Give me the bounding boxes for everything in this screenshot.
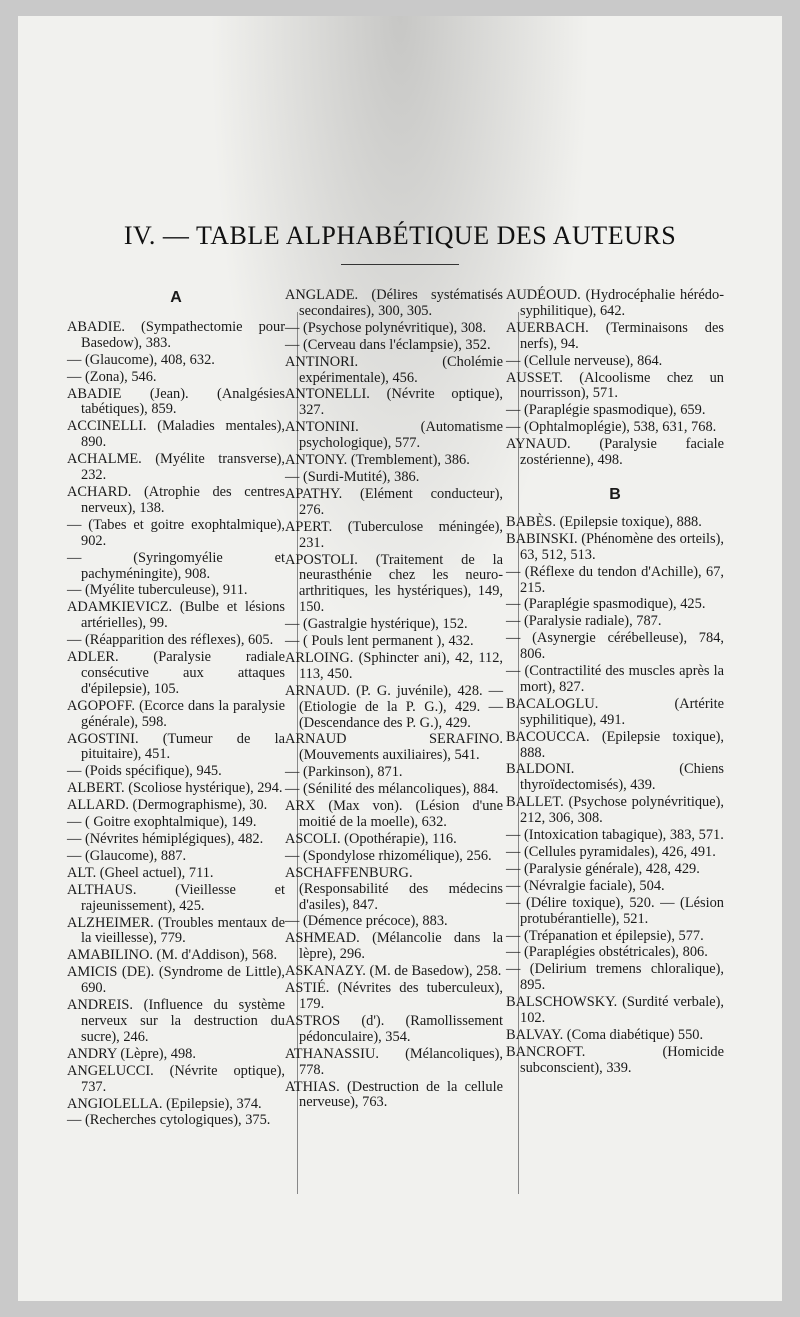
index-entry: BALVAY. (Coma diabétique) 550. <box>506 1026 704 1043</box>
index-column-3 <box>506 288 724 1078</box>
index-entry: — (Réapparition des réflexes), 605. <box>67 632 274 649</box>
index-entry: — (Gastralgie hystérique), 152. <box>285 616 468 633</box>
index-entry: — (Asynergie cérébelleuse), 784, 806. <box>506 630 724 663</box>
index-entry: ANDREIS. (Influence du système nerveux sur la destruction du sucre), 246. <box>67 997 285 1045</box>
index-entry: AMICIS (DE). (Syndrome de Little), 690. <box>67 964 285 997</box>
index-entry: AUSSET. (Alcoolisme chez un nourrisson), 571. <box>506 369 724 402</box>
index-entry: BALDONI. (Chiens thyroïdectomisés), 439. <box>506 761 724 794</box>
index-entry: — (Réflexe du tendon d'Achille), 67, 215. <box>506 563 724 596</box>
index-entry: ASTIÉ. (Névrites des tuberculeux), 179. <box>285 980 503 1012</box>
index-column-2 <box>285 288 503 1112</box>
index-entry: — (Poids spécifique), 945. <box>67 763 222 780</box>
index-entry: — (Paraplégies obstétricales), 806. <box>506 944 708 961</box>
index-entry: ALT. (Gheel actuel), 711. <box>67 864 214 881</box>
index-entry: — (Tabes et goitre exophtalmique), 902. <box>67 516 285 549</box>
index-entry: — (Myélite tuberculeuse), 911. <box>67 582 248 599</box>
index-entry: BANCROFT. (Homicide subconscient), 339. <box>506 1043 724 1076</box>
index-entry: — (Névrites hémiplégiques), 482. <box>67 831 264 847</box>
index-entry: ANTONY. (Tremblement), 386. <box>285 452 470 469</box>
index-entry: ADLER. (Paralysie radiale consécutive aux attaques d'épilepsie), 105. <box>67 649 285 697</box>
section-letter: B <box>609 485 621 503</box>
index-entry: AMABILINO. (M. d'Addison), 568. <box>67 947 278 964</box>
index-entry: ANGLADE. (Délires systématisés secondaires), 300, 305. <box>285 287 503 319</box>
index-entry: ALTHAUS. (Vieillesse et rajeunissement), 425. <box>67 881 285 914</box>
index-entry: ABADIE. (Sympathectomie pour Basedow), 383. <box>67 318 285 351</box>
index-entry: ATHANASSIU. (Mélancoliques), 778. <box>285 1045 503 1078</box>
index-entry: — (Paraplégie spasmodique), 659. <box>506 402 706 419</box>
index-entry: ADAMKIEVICZ. (Bulbe et lésions artérielles), 99. <box>67 599 285 632</box>
index-entry: — (Délire toxique), 520. — (Lésion protubérantielle), 521. <box>506 894 724 927</box>
index-entry: ABADIE (Jean). (Analgésies tabétiques), 859. <box>67 385 285 418</box>
index-entry: — (Cellules pyramidales), 426, 491. <box>506 844 716 860</box>
index-entry: — (Zona), 546. <box>67 368 157 385</box>
index-entry: — (Paralysie générale), 428, 429. <box>506 860 700 877</box>
index-entry: ANGIOLELLA. (Epilepsie), 374. <box>67 1095 262 1112</box>
index-entry: BACOUCCA. (Epilepsie toxique), 888. <box>506 728 724 761</box>
index-entry: ARNAUD SERAFINO. (Mouvements auxiliaires), 541. <box>285 731 503 764</box>
index-entry: — (Démence précoce), 883. <box>285 913 448 930</box>
index-entry: BABÈS. (Epilepsie toxique), 888. <box>506 513 702 530</box>
index-entry: APATHY. (Elément conducteur), 276. <box>285 485 503 518</box>
index-entry: ACHALME. (Myélite transverse), 232. <box>67 451 285 484</box>
index-entry: ANTINORI. (Cholémie expérimentale), 456. <box>285 353 503 386</box>
index-entry: ANTONINI. (Automatisme psychologique), 577. <box>285 419 503 452</box>
index-entry: — (Trépanation et épilepsie), 577. <box>506 927 704 944</box>
index-entry: — (Delirium tremens chloralique), 895. <box>506 961 724 994</box>
index-entry: BALSCHOWSKY. (Surdité verbale), 102. <box>506 994 724 1027</box>
index-entry: — (Sénilité des mélancoliques), 884. <box>285 781 499 798</box>
index-entry: — (Cerveau dans l'éclampsie), 352. <box>285 336 491 353</box>
index-entry: — (Névralgie faciale), 504. <box>506 877 665 894</box>
title-rule <box>341 264 459 265</box>
index-entry: ATHIAS. (Destruction de la cellule nerveuse), 763. <box>285 1078 503 1111</box>
index-entry: — (Paraplégie spasmodique), 425. <box>506 596 706 613</box>
index-entry: — (Paralysie radiale), 787. <box>506 613 662 630</box>
index-entry: — (Glaucome), 408, 632. <box>67 351 215 368</box>
index-entry: ASKANAZY. (M. de Basedow), 258. <box>285 963 502 980</box>
index-entry: — (Syringomyélie et pachyméningite), 908. <box>67 549 285 582</box>
index-entry: AGOSTINI. (Tumeur de la pituitaire), 451. <box>67 730 285 763</box>
index-entry: ASTROS (d'). (Ramollissement pédonculaire), 354. <box>285 1012 503 1045</box>
index-entry: AGOPOFF. (Ecorce dans la paralysie générale), 598. <box>67 697 285 730</box>
index-entry: — (Recherches cytologiques), 375. <box>67 1112 271 1129</box>
index-entry: ARLOING. (Sphincter ani), 42, 112, 113, 450. <box>285 649 503 682</box>
section-letter: A <box>170 289 182 306</box>
index-entry: ALLARD. (Dermographisme), 30. <box>67 797 268 814</box>
index-entry: ALZHEIMER. (Troubles mentaux de la vieillesse), 779. <box>67 914 285 947</box>
index-entry: — (Glaucome), 887. <box>67 847 187 864</box>
index-entry: ACCINELLI. (Maladies mentales), 890. <box>67 418 285 451</box>
index-entry: ANGELUCCI. (Névrite optique), 737. <box>67 1062 285 1095</box>
index-entry: BACALOGLU. (Artérite syphilitique), 491. <box>506 695 724 728</box>
index-entry: ACHARD. (Atrophie des centres nerveux), 138. <box>67 483 285 516</box>
index-entry: — (Contractilité des muscles après la mort), 827. <box>506 663 724 695</box>
index-entry: APOSTOLI. (Traitement de la neurasthénie chez les neuro-arthritiques, les hystériques), 149, 150. <box>285 551 503 616</box>
index-entry: ARNAUD. (P. G. juvénile), 428. — (Etiologie de la P. G.), 429. — (Descendance des P. G.), 429. <box>285 682 503 731</box>
index-entry: — ( Pouls lent permanent ), 432. <box>285 633 474 650</box>
index-entry: — (Ophtalmoplégie), 538, 631, 768. <box>506 419 717 436</box>
index-entry: — (Parkinson), 871. <box>285 764 403 781</box>
index-entry: ALBERT. (Scoliose hystérique), 294. <box>67 780 283 797</box>
index-entry: ARX (Max von). (Lésion d'une moitié de la moelle), 632. <box>285 798 503 830</box>
index-entry: — ( Goitre exophtalmique), 149. <box>67 814 257 831</box>
page-title: IV. — TABLE ALPHABÉTIQUE DES AUTEURS <box>123 221 677 250</box>
index-entry: APERT. (Tuberculose méningée), 231. <box>285 518 503 551</box>
index-column-1 <box>67 288 285 1130</box>
index-entry: AUDÉOUD. (Hydrocéphalie hérédo-syphilitique), 642. <box>506 287 724 319</box>
index-entry: — (Psychose polynévritique), 308. <box>285 319 487 336</box>
index-entry: — (Spondylose rhizomélique), 256. <box>285 847 492 864</box>
index-entry: AUERBACH. (Terminaisons des nerfs), 94. <box>506 319 724 352</box>
index-entry: ASHMEAD. (Mélancolie dans la lèpre), 296. <box>285 930 503 963</box>
index-entry: BALLET. (Psychose polynévritique), 212, 306, 308. <box>506 794 724 827</box>
index-entry: AYNAUD. (Paralysie faciale zostérienne), 498. <box>506 436 724 469</box>
index-entry: — (Intoxication tabagique), 383, 571. <box>506 827 724 844</box>
index-entry: ASCOLI. (Opothérapie), 116. <box>285 830 457 847</box>
index-entry: — (Cellule nerveuse), 864. <box>506 352 663 369</box>
index-entry: ASCHAFFENBURG. (Responsabilité des médecins d'asiles), 847. <box>285 864 503 913</box>
index-entry: BABINSKI. (Phénomène des orteils), 63, 512, 513. <box>506 530 724 563</box>
index-entry: ANDRY (Lèpre), 498. <box>67 1045 196 1062</box>
index-entry: — (Surdi-Mutité), 386. <box>285 468 420 485</box>
index-entry: ANTONELLI. (Névrite optique), 327. <box>285 386 503 419</box>
